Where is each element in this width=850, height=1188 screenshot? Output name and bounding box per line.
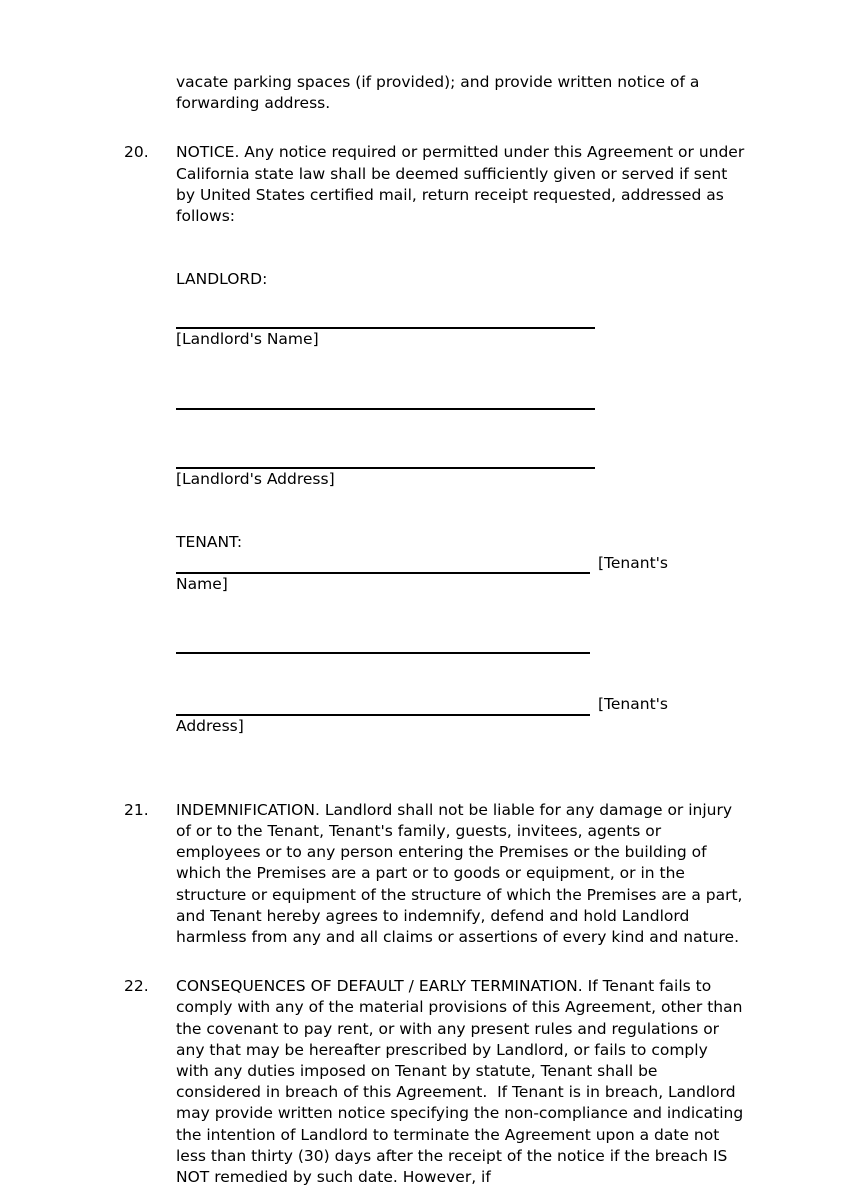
tenant-name-trailer: [Tenant's	[598, 554, 668, 573]
clause-22-number: 22.	[124, 977, 149, 996]
landlord-address-block	[176, 269, 745, 490]
tenant-heading: TENANT:	[176, 532, 243, 551]
tenant-name-caption: Name]	[176, 575, 228, 594]
spacer	[124, 779, 745, 800]
landlord-address-fill-line-2[interactable]	[176, 450, 595, 469]
landlord-name-line-row	[176, 310, 745, 329]
tenant-address-line1-row	[176, 635, 745, 654]
clause-20	[124, 142, 750, 227]
tenant-address-fill-line-1[interactable]	[176, 635, 590, 654]
tenant-address-fill-line-2[interactable]	[176, 697, 590, 716]
tenant-name-line-row	[176, 553, 745, 574]
spacer	[124, 227, 745, 269]
clause-22-body: CONSEQUENCES OF DEFAULT / EARLY TERMINATION. If Tenant fails to comply with any of the material provisions of this Agreement, other than the covenant to pay rent, or with any present rules and regulations or any that may be hereafter prescribed by Landlord, or fails to comply with any duties imposed on Tenant by statute, Tenant shall be considered in breach of this Agreement. If Tenant is in breach, Landlord may provide written notice specifying the non-compliance and indicating the intention of Landlord to terminate the Agreement upon a date not less than thirty (30) days after the receipt of the notice if the breach IS NOT remedied by such date. However, if	[176, 977, 749, 1187]
spacer	[124, 490, 745, 532]
tenant-address-caption: Address]	[176, 716, 244, 735]
clause-21-number: 21.	[124, 800, 149, 819]
spacer	[124, 737, 745, 779]
spacer	[124, 948, 745, 976]
spacer	[124, 114, 745, 142]
spacer	[176, 410, 745, 450]
spacer	[176, 595, 745, 635]
landlord-heading: LANDLORD:	[176, 270, 268, 289]
tenant-name-fill-line[interactable]	[176, 555, 590, 574]
landlord-address-line2-row	[176, 450, 745, 469]
clause-21-body: INDEMNIFICATION. Landlord shall not be liable for any damage or injury of or to the Tenant, Tenant's family, guests, invitees, agents or employees or to any person entering the Premises or the building of which the Premises are a part or to goods or equipment, or in the structure or equipment of the structure of which the Premises are a part, and Tenant hereby agrees to indemnify, defend and hold Landlord harmless from any and all claims or assertions of every kind and nature.	[176, 800, 748, 947]
clause-20-body: NOTICE. Any notice required or permitted under this Agreement or under California state law shall be deemed sufficiently given or served if sent by United States certified mail, return receipt requested, addressed as follows:	[176, 143, 750, 226]
landlord-address-line1-row	[176, 391, 745, 410]
tenant-address-block	[176, 532, 745, 737]
landlord-address-fill-line-1[interactable]	[176, 391, 595, 410]
intro-continuation-paragraph: vacate parking spaces (if provided); and provide written notice of a forwarding address.	[176, 73, 705, 113]
clause-22	[124, 976, 749, 1188]
tenant-address-trailer: [Tenant's	[598, 695, 668, 714]
spacer	[176, 351, 745, 391]
spacer	[176, 654, 745, 694]
landlord-name-fill-line[interactable]	[176, 310, 595, 329]
landlord-address-caption: [Landlord's Address]	[176, 469, 335, 488]
spacer	[176, 290, 745, 310]
clause-20-number: 20.	[124, 143, 149, 162]
tenant-address-line2-row	[176, 694, 745, 715]
landlord-name-caption: [Landlord's Name]	[176, 330, 319, 349]
clause-21	[124, 800, 748, 948]
